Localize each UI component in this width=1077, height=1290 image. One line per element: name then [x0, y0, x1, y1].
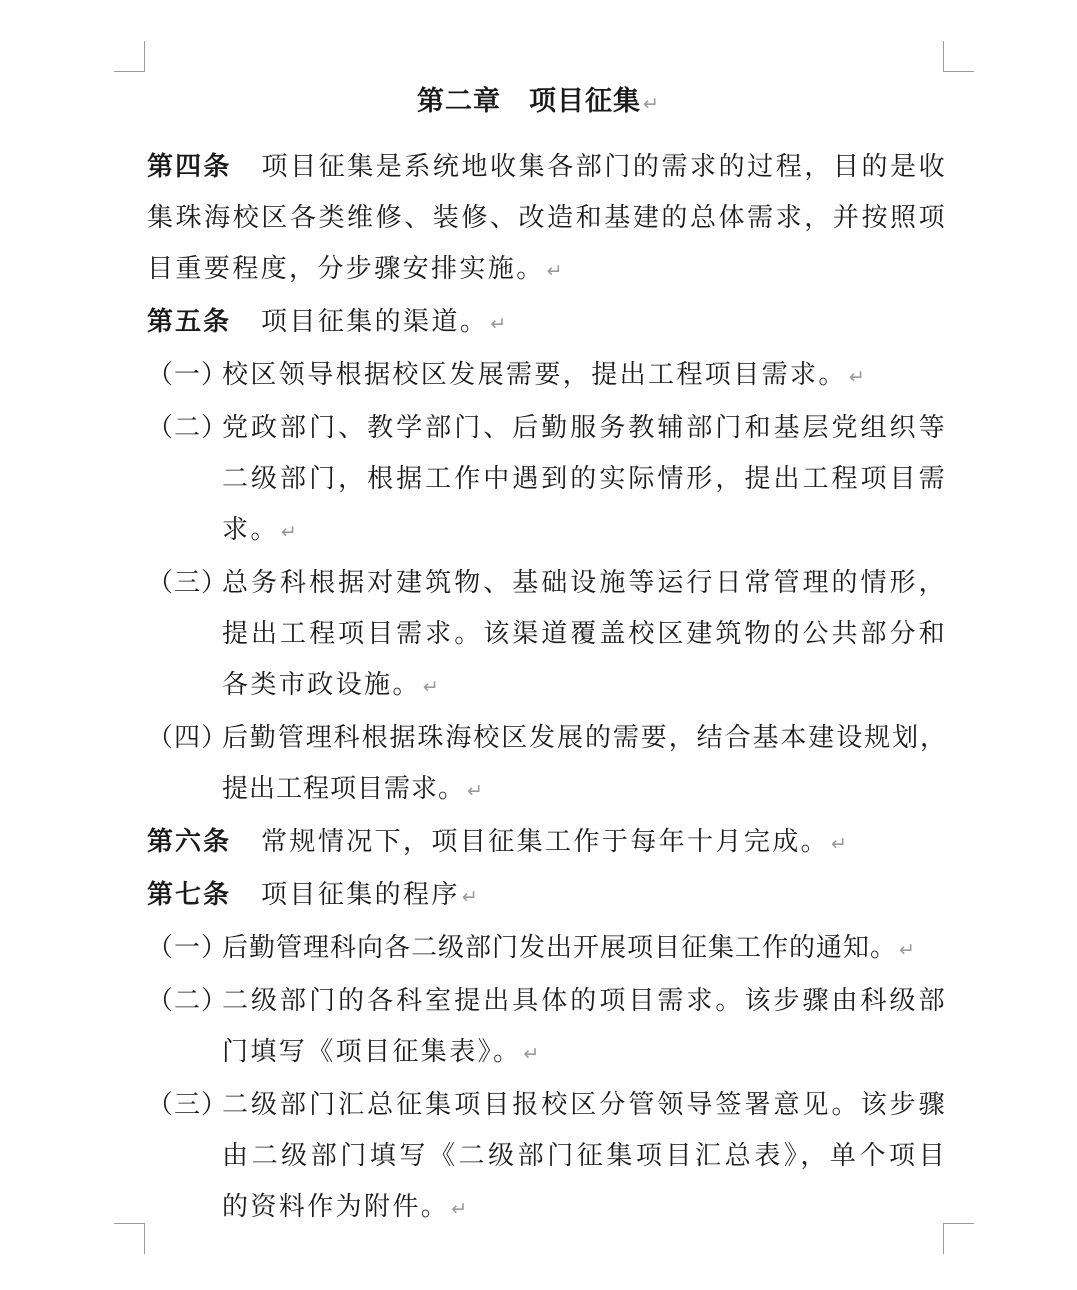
item-number: （三） — [147, 568, 229, 598]
list-item — [147, 350, 947, 403]
item-text: 党政部门、教学部门、后勤服务教辅部门和基层党组织等二级部门，根据工作中遇到的实际情形，提出工程项目需求。 — [222, 413, 947, 545]
item-number: （二） — [147, 986, 229, 1016]
list-item — [147, 713, 947, 817]
article-7 — [147, 870, 947, 923]
item-text: 后勤管理科根据珠海校区发展的需要，结合基本建设规划，提出工程项目需求。 — [222, 723, 947, 804]
item-number: （二） — [147, 413, 229, 443]
margin-corner-top-left — [114, 41, 145, 72]
paragraph-mark: ↵ — [451, 1198, 470, 1220]
article-text: 项目征集的程序 — [261, 880, 460, 910]
article-label: 第六条 — [147, 827, 232, 857]
item-text: 总务科根据对建筑物、基础设施等运行日常管理的情形，提出工程项目需求。该渠道覆盖校区建筑物的公共部分和各类市政设施。 — [222, 568, 947, 700]
article-text: 常规情况下，项目征集工作于每年十月完成。 — [261, 827, 830, 857]
margin-corner-top-right — [943, 41, 974, 72]
item-number: （一） — [147, 933, 229, 963]
item-text: 校区领导根据校区发展需要，提出工程项目需求。 — [222, 360, 847, 390]
chapter-title: 第二章 项目征集 — [417, 86, 642, 117]
paragraph-mark: ↵ — [422, 676, 442, 698]
article-label: 第四条 — [147, 152, 232, 182]
item-number: （三） — [147, 1090, 229, 1120]
paragraph-mark: ↵ — [899, 939, 918, 961]
article-5 — [147, 297, 947, 350]
list-item — [147, 923, 947, 976]
paragraph-mark: ↵ — [546, 260, 565, 282]
article-4 — [147, 142, 947, 297]
item-text: 二级部门汇总征集项目报校区分管领导签署意见。该步骤由二级部门填写《二级部门征集项目汇总表》，单个项目的资料作为附件。 — [222, 1090, 947, 1222]
paragraph-mark: ↵ — [831, 833, 850, 855]
article-text: 项目征集的渠道。 — [261, 307, 489, 337]
chapter-title-line — [0, 82, 1077, 124]
article-label: 第五条 — [147, 307, 232, 337]
paragraph-mark: ↵ — [490, 313, 509, 335]
list-item — [147, 403, 947, 558]
item-number: （一） — [147, 360, 229, 390]
item-text: 二级部门的各科室提出具体的项目需求。该步骤由科级部门填写《项目征集表》。 — [222, 986, 947, 1067]
paragraph-mark: ↵ — [461, 886, 481, 908]
article-6 — [147, 817, 947, 870]
paragraph-mark: ↵ — [643, 93, 660, 115]
item-number: （四） — [147, 723, 229, 753]
paragraph-mark: ↵ — [280, 521, 300, 543]
margin-corner-bottom-left — [114, 1223, 145, 1254]
list-item — [147, 558, 947, 713]
paragraph-mark: ↵ — [523, 1043, 542, 1065]
document-body — [147, 142, 947, 1235]
margin-corner-bottom-right — [943, 1223, 974, 1254]
article-text: 项目征集是系统地收集各部门的需求的过程，目的是收集珠海校区各类维修、装修、改造和基建的总体需求，并按照项目重要程度，分步骤安排实施。 — [147, 152, 947, 284]
list-item — [147, 1080, 947, 1235]
paragraph-mark: ↵ — [467, 780, 486, 802]
item-text: 后勤管理科向各二级部门发出开展项目征集工作的通知。 — [222, 933, 898, 963]
article-label: 第七条 — [147, 880, 232, 910]
list-item — [147, 976, 947, 1080]
paragraph-mark: ↵ — [848, 366, 868, 388]
